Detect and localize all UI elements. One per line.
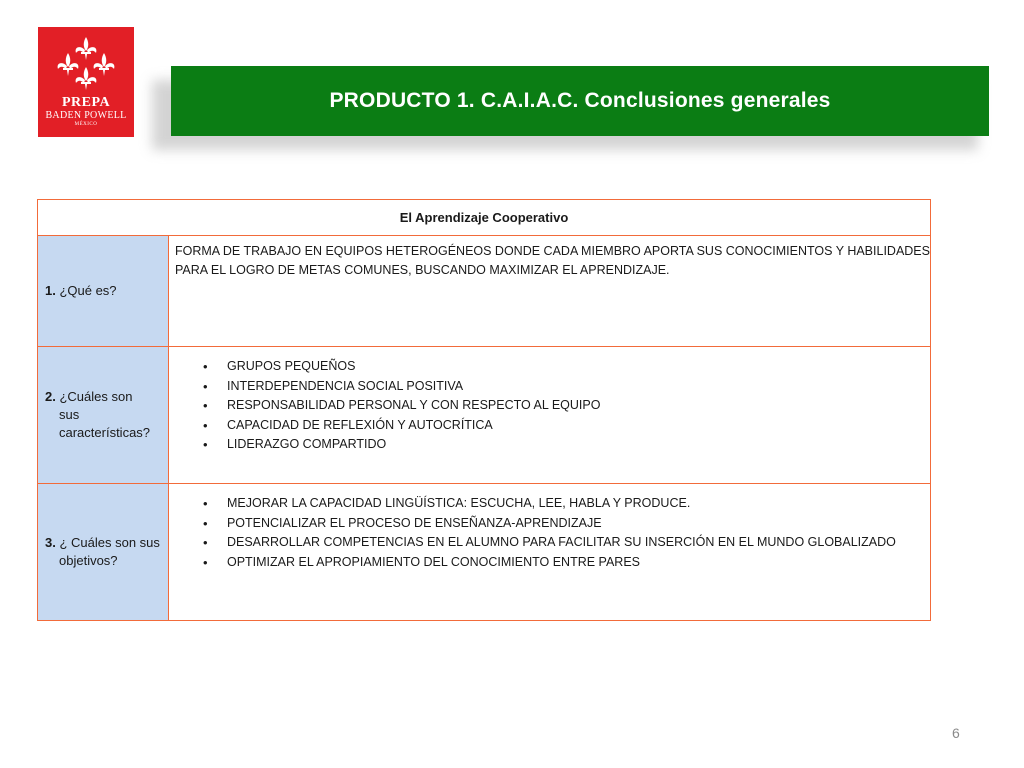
table-row <box>38 347 931 484</box>
list-item: • POTENCIALIZAR EL PROCESO DE ENSEÑANZA-APRENDIZAJE <box>227 514 930 534</box>
list-item: • LIDERAZGO COMPARTIDO <box>227 435 930 455</box>
question-text: ¿ Cuáles son sus <box>55 535 160 550</box>
page-number: 6 <box>952 725 960 741</box>
fleur-de-lis-icon <box>55 35 117 93</box>
list-item: • INTERDEPENDENCIA SOCIAL POSITIVA <box>227 377 930 397</box>
answer-cell <box>168 347 930 484</box>
question-text: ¿Cuáles son <box>55 389 133 404</box>
answer-cell <box>168 236 930 347</box>
definition-line: FORMA DE TRABAJO EN EQUIPOS HETEROGÉNEOS DONDE CADA MIEMBRO APORTA SUS CONOCIMIENTOS Y HABILIDADES <box>174 244 930 258</box>
answer-cell <box>168 484 930 621</box>
question-number: 1. <box>45 283 56 298</box>
logo-country: MÉXICO <box>74 122 98 127</box>
school-logo <box>38 27 134 137</box>
page-title: PRODUCTO 1. C.A.I.A.C. Conclusiones generales <box>329 89 831 112</box>
question-cell <box>38 484 169 621</box>
title-banner <box>171 66 989 136</box>
question-text: objetivos? <box>59 553 118 568</box>
cooperative-learning-table <box>37 199 931 621</box>
list-item: • DESARROLLAR COMPETENCIAS EN EL ALUMNO PARA FACILITAR SU INSERCIÓN EN EL MUNDO GLOBALIZADO <box>227 533 930 553</box>
question-text: características? <box>59 425 151 440</box>
question-number: 2. <box>45 389 56 404</box>
list-item: • MEJORAR LA CAPACIDAD LINGÜÍSTICA: ESCUCHA, LEE, HABLA Y PRODUCE. <box>227 494 930 514</box>
definition-line: PARA EL LOGRO DE METAS COMUNES, BUSCANDO MAXIMIZAR EL APRENDIZAJE. <box>174 263 670 277</box>
table-row <box>38 484 931 621</box>
objectives-list <box>175 494 930 572</box>
question-cell <box>38 236 169 347</box>
question-number: 3. <box>45 535 56 550</box>
logo-title: PREPA <box>61 95 111 110</box>
table-header: El Aprendizaje Cooperativo <box>38 200 931 236</box>
list-item: • RESPONSABILIDAD PERSONAL Y CON RESPECTO AL EQUIPO <box>227 396 930 416</box>
question-text: sus <box>59 407 80 422</box>
list-item: • OPTIMIZAR EL APROPIAMIENTO DEL CONOCIMIENTO ENTRE PARES <box>227 553 930 573</box>
question-text: ¿Qué es? <box>55 283 117 298</box>
table-row <box>38 236 931 347</box>
characteristics-list <box>175 357 930 455</box>
list-item: • CAPACIDAD DE REFLEXIÓN Y AUTOCRÍTICA <box>227 416 930 436</box>
question-cell <box>38 347 169 484</box>
list-item: • GRUPOS PEQUEÑOS <box>227 357 930 377</box>
logo-subtitle: BADEN POWELL <box>45 110 127 121</box>
